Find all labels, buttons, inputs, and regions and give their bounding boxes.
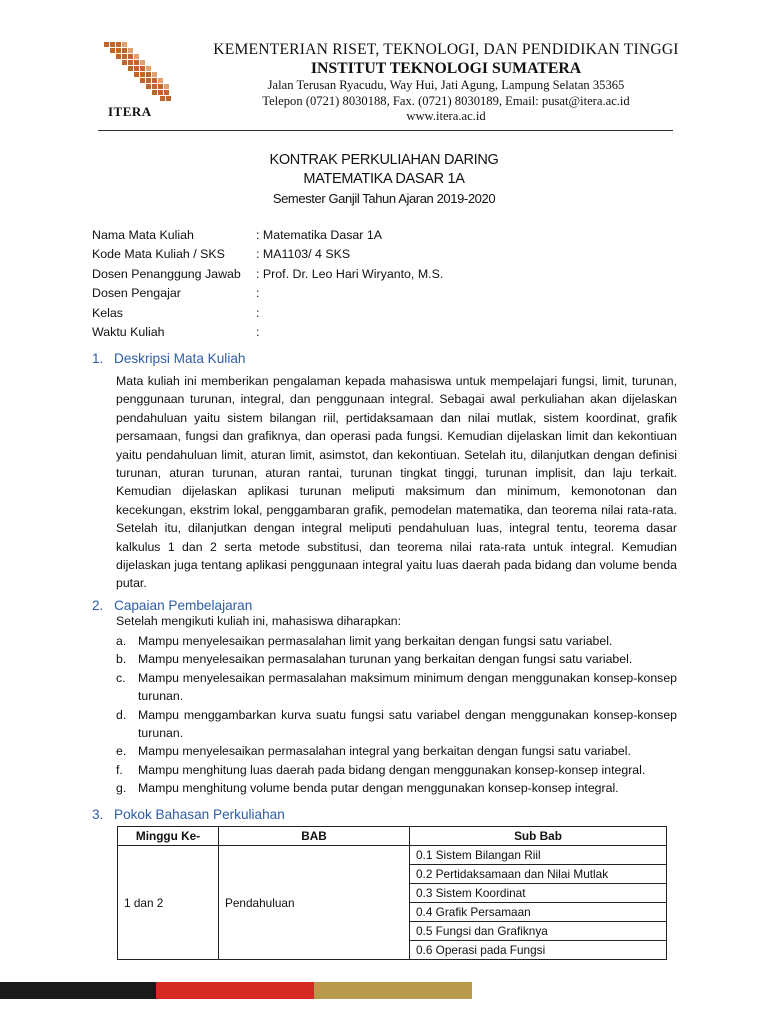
list-text: Mampu menghitung luas daerah pada bidang dengan menggunakan konsep-konsep integral. (138, 762, 646, 777)
list-item (116, 632, 677, 650)
table-row (118, 846, 667, 865)
table-header-row (118, 827, 667, 846)
list-text: Mampu menggambarkan kurva suatu fungsi satu variabel dengan menggunakan konsep-konsep turunan. (138, 707, 677, 741)
info-row (92, 245, 443, 264)
section-number: 2. (92, 598, 104, 613)
info-row (92, 265, 443, 284)
column-header-subchapter: Sub Bab (410, 827, 667, 846)
subchapter-cell: 0.3 Sistem Koordinat (410, 884, 667, 903)
list-item (116, 761, 677, 779)
section-title: Capaian Pembelajaran (114, 598, 253, 613)
logo-wordmark: ITERA (108, 104, 152, 119)
section-heading-description (92, 351, 245, 366)
course-info (92, 226, 443, 342)
subchapter-cell: 0.2 Pertidaksamaan dan Nilai Mutlak (410, 865, 667, 884)
list-text: Mampu menyelesaikan permasalahan integral yang berkaitan dengan fungsi satu variabel. (138, 744, 631, 759)
course-title: MATEMATIKA DASAR 1A (303, 171, 465, 187)
letterhead (186, 40, 706, 125)
list-marker: g. (116, 781, 127, 796)
section-title: Pokok Bahasan Perkuliahan (114, 807, 285, 822)
list-marker: a. (116, 634, 127, 648)
info-value: : (256, 305, 260, 320)
info-row (92, 323, 443, 342)
semester-title: Semester Ganjil Tahun Ajaran 2019-2020 (272, 191, 496, 206)
ministry-name: KEMENTERIAN RISET, TEKNOLOGI, DAN PENDIDIKAN TINGGI (213, 41, 679, 58)
section-heading-outcomes (92, 598, 252, 613)
subchapter-cell: 0.4 Grafik Persamaan (410, 903, 667, 922)
subchapter-cell: 0.1 Sistem Bilangan Riil (410, 846, 667, 865)
document-title: KONTRAK PERKULIAHAN DARING (269, 152, 499, 168)
contact-line: Telepon (0721) 8030188, Fax. (0721) 8030189, Email: pusat@itera.ac.id (262, 93, 630, 108)
list-item (116, 779, 677, 797)
list-text: Mampu menghitung volume benda putar dengan menggunakan konsep-konsep integral. (138, 781, 619, 796)
outcomes-list (116, 632, 677, 798)
info-row (92, 226, 443, 245)
list-marker: c. (116, 670, 126, 685)
footer-stripe-black (0, 982, 156, 999)
column-header-week: Minggu Ke- (118, 827, 219, 846)
info-label: Nama Mata Kuliah (92, 228, 194, 242)
list-item (116, 742, 677, 760)
website-line: www.itera.ac.id (406, 109, 486, 123)
itera-logo-mark (100, 40, 180, 104)
info-row (92, 284, 443, 303)
info-label: Kode Mata Kuliah / SKS (92, 247, 225, 262)
info-value: : Matematika Dasar 1A (256, 228, 383, 242)
list-marker: e. (116, 744, 127, 759)
list-item (116, 706, 677, 743)
info-value: : (256, 324, 260, 339)
info-value: : (256, 286, 260, 301)
address-line: Jalan Terusan Ryacudu, Way Hui, Jati Agung, Lampung Selatan 35365 (267, 78, 625, 92)
list-text: Mampu menyelesaikan permasalahan maksimum minimum dengan menggunakan konsep-konsep turunan. (138, 670, 677, 704)
info-label: Dosen Pengajar (92, 286, 181, 301)
subchapter-cell: 0.6 Operasi pada Fungsi (410, 941, 667, 960)
outcomes-lead: Setelah mengikuti kuliah ini, mahasiswa diharapkan: (116, 614, 402, 628)
footer-stripe-gold (314, 982, 472, 999)
info-value: : MA1103/ 4 SKS (256, 247, 351, 262)
itera-logo (100, 40, 180, 122)
section-number: 3. (92, 807, 104, 822)
info-value: : Prof. Dr. Leo Hari Wiryanto, M.S. (256, 266, 444, 281)
info-label: Kelas (92, 305, 123, 320)
footer-stripe-red (156, 982, 314, 999)
list-text: Mampu menyelesaikan permasalahan limit yang berkaitan dengan fungsi satu variabel. (138, 634, 613, 648)
section-title: Deskripsi Mata Kuliah (114, 351, 246, 366)
institution-name: INSTITUT TEKNOLOGI SUMATERA (310, 60, 582, 77)
chapter-cell: Pendahuluan (219, 846, 410, 960)
topics-table (117, 826, 667, 960)
list-item (116, 650, 677, 668)
info-row (92, 304, 443, 323)
section-number: 1. (92, 351, 104, 366)
section-heading-topics (92, 807, 285, 822)
info-label: Dosen Penanggung Jawab (92, 266, 241, 281)
info-label: Waktu Kuliah (92, 324, 165, 339)
subchapter-cell: 0.5 Fungsi dan Grafiknya (410, 922, 667, 941)
list-marker: f. (116, 762, 123, 777)
week-cell: 1 dan 2 (118, 846, 219, 960)
column-header-chapter: BAB (219, 827, 410, 846)
list-marker: b. (116, 652, 127, 667)
list-item (116, 669, 677, 706)
list-marker: d. (116, 707, 127, 722)
course-description: Mata kuliah ini memberikan pengalaman kepada mahasiswa untuk mempelajari fungsi, limit, turunan, penggunaan turunan, integral, dan penggunaan integral. Sebagai awal perkuliahan akan dijelaskan pendahuluan yaitu sistem bilangan riil, pertidaksamaan dan nilai mutlak, sistem koordinat, grafik persamaan, fungsi dan grafiknya, dan operasi pada fungsi. Kemudian dijelaskan limit dan kekontiuan yaitu pendahuluan limit, aturan limit, asimstot, dan kekontiuan. Setelah itu, dilanjutkan dengan definisi turunan, aturan turunan, aturan rantai, turunan tingkat tinggi, turunan implisit, dan laju terkait. Kemudian dijelaskan aplikasi turunan meliputi maksimum dan minimum, kemonotonan dan kecekungan, ekstrim lokal, penggambaran grafik, pemodelan matematika, dan teorema nilai rata-rata. Setelah itu, dilanjutkan dengan integral meliputi pendahuluan luas, integral tentu, teorema dasar kalkulus 1 dan 2 serta metode substitusi, dan teorema nilai rata-rata untuk integral. Kemudian dijelaskan juga tentang aplikasi penggunaan integral yaitu luas daerah pada bidang dan volume benda putar. (116, 374, 677, 591)
list-text: Mampu menyelesaikan permasalahan turunan yang berkaitan dengan fungsi satu variabel. (138, 652, 633, 667)
letterhead-divider (98, 130, 673, 131)
